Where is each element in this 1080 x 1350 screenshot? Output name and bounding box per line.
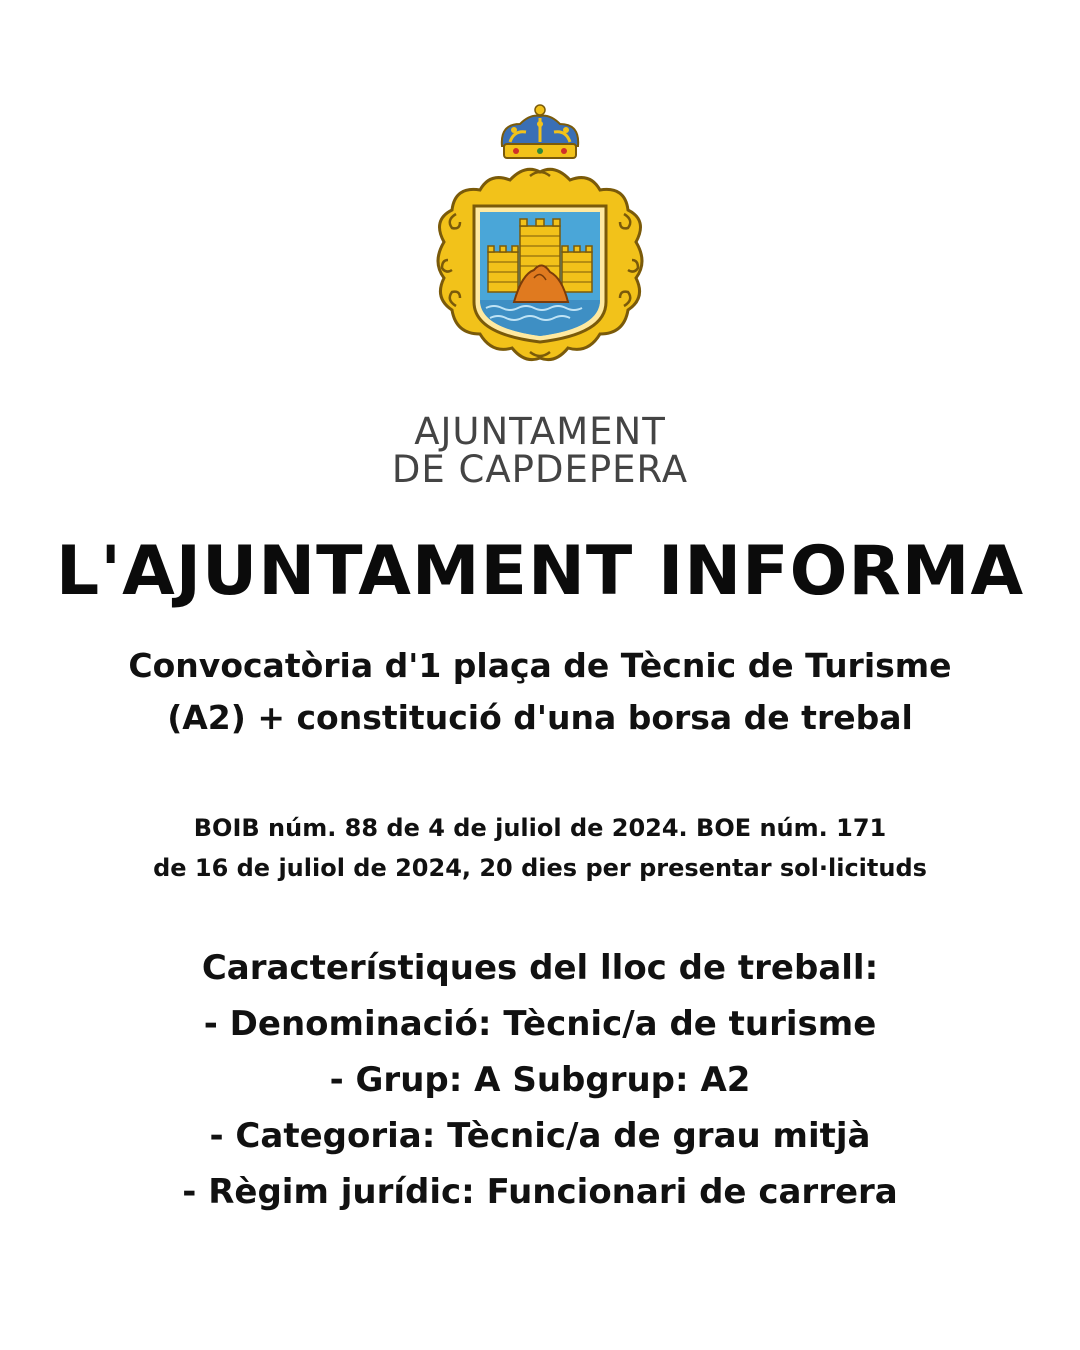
org-name-line2: DE CAPDEPERA <box>391 448 689 491</box>
subtitle-line2: (A2) + constitució d'una borsa de trebal <box>167 698 913 737</box>
feature-item: - Denominació: Tècnic/a de turisme <box>203 1004 877 1044</box>
feature-item: - Categoria: Tècnic/a de grau mitjà <box>209 1116 871 1156</box>
feature-item: - Règim jurídic: Funcionari de carrera <box>182 1172 898 1212</box>
page-title: L'AJUNTAMENT INFORMA <box>55 532 1025 611</box>
publication-info <box>0 808 1080 888</box>
subtitle <box>0 640 1080 744</box>
subtitle-line1: Convocatòria d'1 plaça de Tècnic de Turisme <box>128 646 952 685</box>
crown-icon <box>502 105 578 158</box>
org-name-line1: AJUNTAMENT <box>414 410 666 453</box>
publication-line1: BOIB núm. 88 de 4 de juliol de 2024. BOE núm. 171 <box>193 814 887 842</box>
job-features <box>0 940 1080 1220</box>
feature-item: - Grup: A Subgrup: A2 <box>329 1060 751 1100</box>
publication-line2: de 16 de juliol de 2024, 20 dies per presentar sol·licituds <box>153 854 927 882</box>
coat-of-arms-icon <box>430 102 650 392</box>
features-title: Característiques del lloc de treball: <box>201 948 879 988</box>
